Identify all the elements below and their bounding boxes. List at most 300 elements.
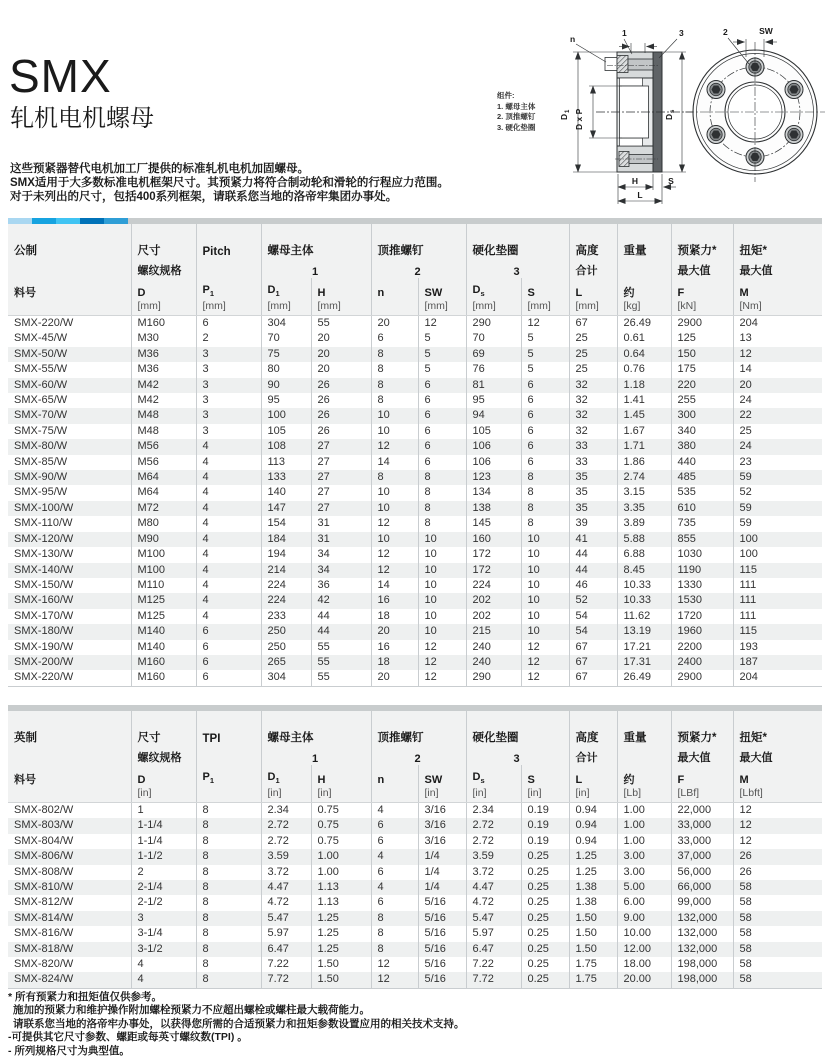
table-row — [8, 485, 822, 500]
value-cell: 4 — [196, 563, 261, 578]
value-cell: 0.25 — [521, 849, 569, 864]
column-header — [733, 278, 822, 316]
value-cell: 115 — [733, 624, 822, 639]
value-cell: 154 — [261, 516, 311, 531]
part-number-cell: SMX-816/W — [14, 927, 74, 940]
value-cell: 3.72 — [261, 865, 311, 880]
value-cell: 10 — [521, 563, 569, 578]
value-cell: 172 — [466, 547, 521, 562]
value-cell: 2 — [196, 331, 261, 346]
part-number-cell: SMX-75/W — [14, 424, 68, 437]
value-cell: 380 — [671, 439, 733, 454]
part-number-cell: SMX-804/W — [14, 834, 74, 847]
value-cell: 13 — [733, 331, 822, 346]
column-header — [733, 765, 822, 803]
value-cell: 6.47 — [466, 942, 521, 957]
value-cell: 12 — [521, 316, 569, 332]
label-ds-sub: s — [670, 109, 676, 113]
value-cell: 184 — [261, 532, 311, 547]
value-cell: 265 — [261, 655, 311, 670]
value-cell: 24 — [733, 439, 822, 454]
value-cell: 5 — [521, 347, 569, 362]
column-group-header: 高度 — [569, 711, 617, 745]
value-cell: 0.25 — [521, 972, 569, 988]
column-unit: [LBf] — [677, 787, 700, 799]
value-cell: 67 — [569, 670, 617, 686]
value-cell: 4 — [196, 439, 261, 454]
value-cell: 132,000 — [671, 911, 733, 926]
value-cell: 4 — [196, 547, 261, 562]
value-cell: 22 — [733, 408, 822, 423]
value-cell: 4 — [196, 532, 261, 547]
value-cell: 4 — [196, 485, 261, 500]
value-cell: 735 — [671, 516, 733, 531]
label-l: L — [637, 190, 643, 200]
value-cell: 8 — [196, 849, 261, 864]
table-row — [8, 624, 822, 639]
value-cell: 224 — [261, 593, 311, 608]
header-row — [8, 711, 822, 745]
column-group-header: 硬化垫圈 — [466, 224, 569, 258]
value-cell: 115 — [733, 563, 822, 578]
value-cell: 6 — [521, 424, 569, 439]
part-number-cell: SMX-803/W — [8, 818, 131, 833]
value-cell: 12 — [371, 439, 418, 454]
header-row — [8, 258, 822, 278]
column-symbol: $D_1$ — [267, 770, 280, 785]
value-cell: 10 — [521, 532, 569, 547]
label-part1: 1 — [622, 28, 627, 38]
value-cell: 8 — [521, 470, 569, 485]
column-group-header: 合计 — [569, 745, 617, 765]
column-symbol: D — [137, 287, 146, 299]
value-cell: 67 — [569, 655, 617, 670]
value-cell: 7.72 — [261, 972, 311, 988]
column-unit: [mm] — [472, 300, 496, 312]
metric-table-section — [8, 218, 822, 687]
table-row — [8, 803, 822, 819]
value-cell: 5 — [521, 331, 569, 346]
value-cell: 10.33 — [617, 578, 671, 593]
column-group-header: 螺母主体 — [261, 224, 371, 258]
value-cell: 8 — [418, 485, 466, 500]
column-header — [418, 765, 466, 803]
column-group-header — [8, 745, 131, 765]
value-cell: 35 — [569, 501, 617, 516]
value-cell: 8 — [196, 818, 261, 833]
column-symbol: D — [137, 774, 146, 786]
value-cell: 12 — [371, 547, 418, 562]
value-cell: 95 — [466, 393, 521, 408]
part-number-cell: SMX-90/W — [8, 470, 131, 485]
value-cell: 204 — [733, 670, 822, 686]
value-cell: 1-1/4 — [131, 834, 196, 849]
value-cell: 52 — [569, 593, 617, 608]
value-cell: 100 — [733, 547, 822, 562]
table-row — [8, 563, 822, 578]
part-number-cell: SMX-110/W — [14, 517, 73, 530]
value-cell: 1.50 — [569, 942, 617, 957]
value-cell: 3.35 — [617, 501, 671, 516]
value-cell: 1.67 — [617, 424, 671, 439]
value-cell: M110 — [131, 578, 196, 593]
value-cell: 485 — [671, 470, 733, 485]
value-cell: 20 — [733, 378, 822, 393]
table-row — [8, 378, 822, 393]
value-cell: 0.25 — [521, 865, 569, 880]
value-cell: 58 — [733, 911, 822, 926]
value-cell: 0.94 — [569, 834, 617, 849]
table-row — [8, 516, 822, 531]
column-unit: [in] — [137, 787, 152, 799]
value-cell: 2.72 — [261, 818, 311, 833]
value-cell: 3.15 — [617, 485, 671, 500]
value-cell: 17.31 — [617, 655, 671, 670]
value-cell: 12 — [521, 655, 569, 670]
value-cell: 8 — [196, 911, 261, 926]
value-cell: 4 — [371, 880, 418, 895]
label-sw: SW — [759, 26, 773, 36]
column-unit: [Lb] — [623, 787, 642, 799]
table-row — [8, 957, 822, 972]
header-row — [8, 224, 822, 258]
footnote-line: * 所有预紧力和扭矩值仅供参考。 — [8, 991, 163, 1003]
value-cell: 16 — [371, 640, 418, 655]
part-number-cell: SMX-180/W — [8, 624, 131, 639]
part-number-cell: SMX-55/W — [14, 363, 68, 376]
value-cell: 8 — [371, 393, 418, 408]
label-ds: D — [664, 113, 674, 120]
column-symbol: F — [677, 287, 685, 299]
value-cell: 95 — [261, 393, 311, 408]
value-cell: 0.75 — [311, 834, 371, 849]
value-cell: 10 — [521, 609, 569, 624]
value-cell: 10 — [521, 593, 569, 608]
header-row — [8, 745, 822, 765]
value-cell: 132,000 — [671, 942, 733, 957]
part-number-cell: SMX-806/W — [8, 849, 131, 864]
column-header — [521, 278, 569, 316]
value-cell: 3/16 — [418, 818, 466, 833]
column-group-header: 顶推螺钉 — [371, 224, 466, 258]
value-cell: 55 — [311, 640, 371, 655]
value-cell: 20 — [311, 362, 371, 377]
value-cell: 14 — [371, 455, 418, 470]
value-cell: 1.38 — [569, 895, 617, 910]
value-cell: 3 — [131, 911, 196, 926]
footnotes — [8, 991, 465, 1058]
value-cell: 220 — [671, 378, 733, 393]
value-cell: 55 — [311, 655, 371, 670]
column-header — [131, 765, 196, 803]
value-cell: 12 — [371, 972, 418, 988]
value-cell: 58 — [733, 972, 822, 988]
value-cell: 1 — [131, 803, 196, 819]
value-cell: 3-1/4 — [131, 926, 196, 941]
value-cell: 3/16 — [418, 834, 466, 849]
value-cell: 250 — [261, 640, 311, 655]
value-cell: 123 — [466, 470, 521, 485]
value-cell: 2900 — [671, 316, 733, 332]
value-cell: 18 — [371, 609, 418, 624]
table-body — [8, 803, 822, 989]
value-cell: 20 — [371, 670, 418, 686]
value-cell: 35 — [569, 485, 617, 500]
value-cell: 106 — [466, 455, 521, 470]
value-cell: 4 — [371, 849, 418, 864]
value-cell: 2.34 — [466, 803, 521, 819]
value-cell: 20.00 — [617, 972, 671, 988]
value-cell: 3.59 — [261, 849, 311, 864]
value-cell: 0.19 — [521, 834, 569, 849]
value-cell: 5.97 — [261, 926, 311, 941]
column-header — [131, 278, 196, 316]
value-cell: 44 — [569, 547, 617, 562]
column-symbol: S — [527, 774, 535, 786]
value-cell: 18.00 — [617, 957, 671, 972]
value-cell: M125 — [131, 593, 196, 608]
value-cell: 108 — [261, 439, 311, 454]
intro-line: 对于未列出的尺寸，包括400系列框架，请联系您当地的洛帝牢集团办事处。 — [10, 191, 398, 203]
value-cell: 59 — [733, 516, 822, 531]
column-unit: [in] — [472, 787, 487, 799]
value-cell: 27 — [311, 501, 371, 516]
value-cell: M36 — [131, 347, 196, 362]
value-cell: 4 — [196, 593, 261, 608]
value-cell: 10 — [418, 547, 466, 562]
part-number-cell: SMX-130/W — [14, 548, 74, 561]
value-cell: 290 — [466, 316, 521, 332]
value-cell: 2200 — [671, 640, 733, 655]
value-cell: 3 — [196, 408, 261, 423]
value-cell: 1.50 — [311, 972, 371, 988]
value-cell: 4 — [196, 501, 261, 516]
value-cell: 34 — [311, 563, 371, 578]
column-unit — [203, 787, 259, 799]
value-cell: 3 — [196, 347, 261, 362]
nut-drawing-svg — [470, 8, 830, 213]
value-cell: 198,000 — [671, 972, 733, 988]
table-row — [8, 655, 822, 670]
part-number-cell: SMX-120/W — [8, 532, 131, 547]
column-header — [371, 278, 418, 316]
page-title: SMX — [9, 50, 112, 102]
value-cell: 4 — [196, 578, 261, 593]
value-cell: 33 — [569, 439, 617, 454]
value-cell: 3.89 — [617, 516, 671, 531]
table-row — [8, 609, 822, 624]
column-group-header: 顶推螺钉 — [371, 711, 466, 745]
column-unit: [in] — [267, 787, 282, 799]
value-cell: 59 — [733, 470, 822, 485]
value-cell: 1.18 — [617, 378, 671, 393]
value-cell: 6 — [196, 640, 261, 655]
value-cell: M100 — [131, 547, 196, 562]
value-cell: 3/16 — [418, 803, 466, 819]
value-cell: 10 — [418, 609, 466, 624]
value-cell: 10 — [418, 624, 466, 639]
value-cell: 187 — [733, 655, 822, 670]
value-cell: 6 — [418, 378, 466, 393]
value-cell: 855 — [671, 532, 733, 547]
table-body — [8, 316, 822, 687]
value-cell: 99,000 — [671, 895, 733, 910]
value-cell: 25 — [569, 331, 617, 346]
label-h: H — [631, 176, 639, 186]
value-cell: 5 — [418, 331, 466, 346]
value-cell: 6.00 — [617, 895, 671, 910]
column-group-header: 高度 — [569, 224, 617, 258]
column-header — [569, 765, 617, 803]
value-cell: 1/4 — [418, 849, 466, 864]
column-header — [261, 765, 311, 803]
value-cell: 0.61 — [617, 331, 671, 346]
value-cell: 10 — [371, 408, 418, 423]
value-cell: 5/16 — [418, 972, 466, 988]
value-cell: 22,000 — [671, 803, 733, 819]
footnote-line: 请联系您当地的洛帝牢办事处，以获得您所需的合适预紧力和扭矩参数设置应用的相关技术支持。 — [13, 1017, 465, 1030]
value-cell: 2.72 — [261, 834, 311, 849]
value-cell: 6 — [371, 331, 418, 346]
column-header — [8, 278, 131, 316]
column-header — [371, 765, 418, 803]
value-cell: M160 — [131, 670, 196, 686]
value-cell: 11.62 — [617, 609, 671, 624]
table-row — [8, 880, 822, 895]
value-cell: 23 — [733, 455, 822, 470]
column-header — [8, 765, 131, 803]
value-cell: 6 — [371, 895, 418, 910]
part-number-cell: SMX-100/W — [8, 501, 131, 516]
table-row — [8, 470, 822, 485]
value-cell: 8 — [196, 803, 261, 819]
value-cell: 1030 — [671, 547, 733, 562]
value-cell: 202 — [466, 593, 521, 608]
value-cell: 58 — [733, 926, 822, 941]
value-cell: 27 — [311, 455, 371, 470]
part-number-cell: SMX-802/W — [14, 804, 74, 816]
value-cell: 304 — [261, 316, 311, 332]
value-cell: 6 — [371, 865, 418, 880]
column-group-header: 1 — [261, 745, 371, 765]
value-cell: 2900 — [671, 670, 733, 686]
value-cell: 6 — [418, 455, 466, 470]
value-cell: 5 — [418, 362, 466, 377]
accent-bar-segment — [8, 218, 32, 224]
value-cell: 12 — [521, 670, 569, 686]
part-number-cell: SMX-160/W — [8, 593, 131, 608]
value-cell: 8 — [371, 926, 418, 941]
value-cell: 8 — [371, 362, 418, 377]
column-group-header: 重量 — [617, 224, 671, 258]
value-cell: 54 — [569, 624, 617, 639]
table-row — [8, 865, 822, 880]
value-cell: 58 — [733, 895, 822, 910]
value-cell: 31 — [311, 532, 371, 547]
value-cell: 193 — [733, 640, 822, 655]
part-number-cell: SMX-60/W — [8, 378, 131, 393]
value-cell: 290 — [466, 670, 521, 686]
intro-text — [10, 162, 449, 204]
column-group-header: Pitch — [196, 224, 261, 258]
value-cell: 0.25 — [521, 957, 569, 972]
value-cell: 3 — [196, 362, 261, 377]
column-symbol: 约 — [623, 774, 635, 786]
value-cell: 1.25 — [311, 942, 371, 957]
value-cell: 240 — [466, 655, 521, 670]
column-unit: [kN] — [677, 300, 697, 312]
value-cell: 32 — [569, 424, 617, 439]
part-number-cell: SMX-170/W — [14, 609, 74, 622]
value-cell: 5/16 — [418, 957, 466, 972]
legend-title: 组件: — [497, 91, 515, 100]
column-group-header: 尺寸 — [131, 711, 196, 745]
value-cell: 10.00 — [617, 926, 671, 941]
value-cell: 1.00 — [311, 849, 371, 864]
value-cell: 1.25 — [569, 865, 617, 880]
value-cell: 6 — [521, 455, 569, 470]
value-cell: 3.00 — [617, 865, 671, 880]
column-group-header: 2 — [371, 258, 466, 278]
value-cell: 304 — [261, 670, 311, 686]
part-number-cell: SMX-65/W — [14, 394, 68, 407]
value-cell: 12.00 — [617, 942, 671, 957]
value-cell: 14 — [733, 362, 822, 377]
value-cell: 37,000 — [671, 849, 733, 864]
value-cell: 55 — [311, 316, 371, 332]
value-cell: 35 — [569, 470, 617, 485]
header-row — [8, 765, 822, 803]
column-group-header: 重量 — [617, 711, 671, 745]
value-cell: 8 — [371, 911, 418, 926]
value-cell: 5/16 — [418, 911, 466, 926]
metric-spec-table — [8, 224, 822, 687]
value-cell: 1.00 — [617, 803, 671, 819]
intro-line: 这些预紧器替代电机加工厂提供的标准轧机电机加固螺母。 — [10, 163, 309, 175]
value-cell: 1720 — [671, 609, 733, 624]
column-unit — [378, 300, 416, 312]
value-cell: 12 — [371, 957, 418, 972]
column-symbol: $D_s$ — [472, 283, 485, 298]
value-cell: 6 — [521, 378, 569, 393]
value-cell: 12 — [418, 655, 466, 670]
table-row — [8, 895, 822, 910]
part-number-cell: SMX-220/W — [14, 671, 74, 684]
table-header — [8, 711, 822, 803]
value-cell: 1.50 — [311, 957, 371, 972]
part-number-cell: SMX-200/W — [8, 655, 131, 670]
value-cell: 10 — [418, 593, 466, 608]
table-row — [8, 818, 822, 833]
value-cell: 12 — [733, 347, 822, 362]
column-symbol: 料号 — [14, 774, 36, 786]
value-cell: 10 — [371, 501, 418, 516]
value-cell: 41 — [569, 532, 617, 547]
value-cell: 250 — [261, 624, 311, 639]
column-header — [617, 278, 671, 316]
value-cell: 140 — [261, 485, 311, 500]
column-group-header — [617, 258, 671, 278]
value-cell: M42 — [131, 393, 196, 408]
column-unit — [14, 300, 129, 312]
column-unit: [Lbft] — [739, 787, 763, 799]
column-symbol: L — [575, 287, 583, 299]
value-cell: 26 — [311, 424, 371, 439]
value-cell: 6 — [418, 408, 466, 423]
value-cell: 6 — [196, 624, 261, 639]
value-cell: 39 — [569, 516, 617, 531]
value-cell: 2.72 — [466, 834, 521, 849]
